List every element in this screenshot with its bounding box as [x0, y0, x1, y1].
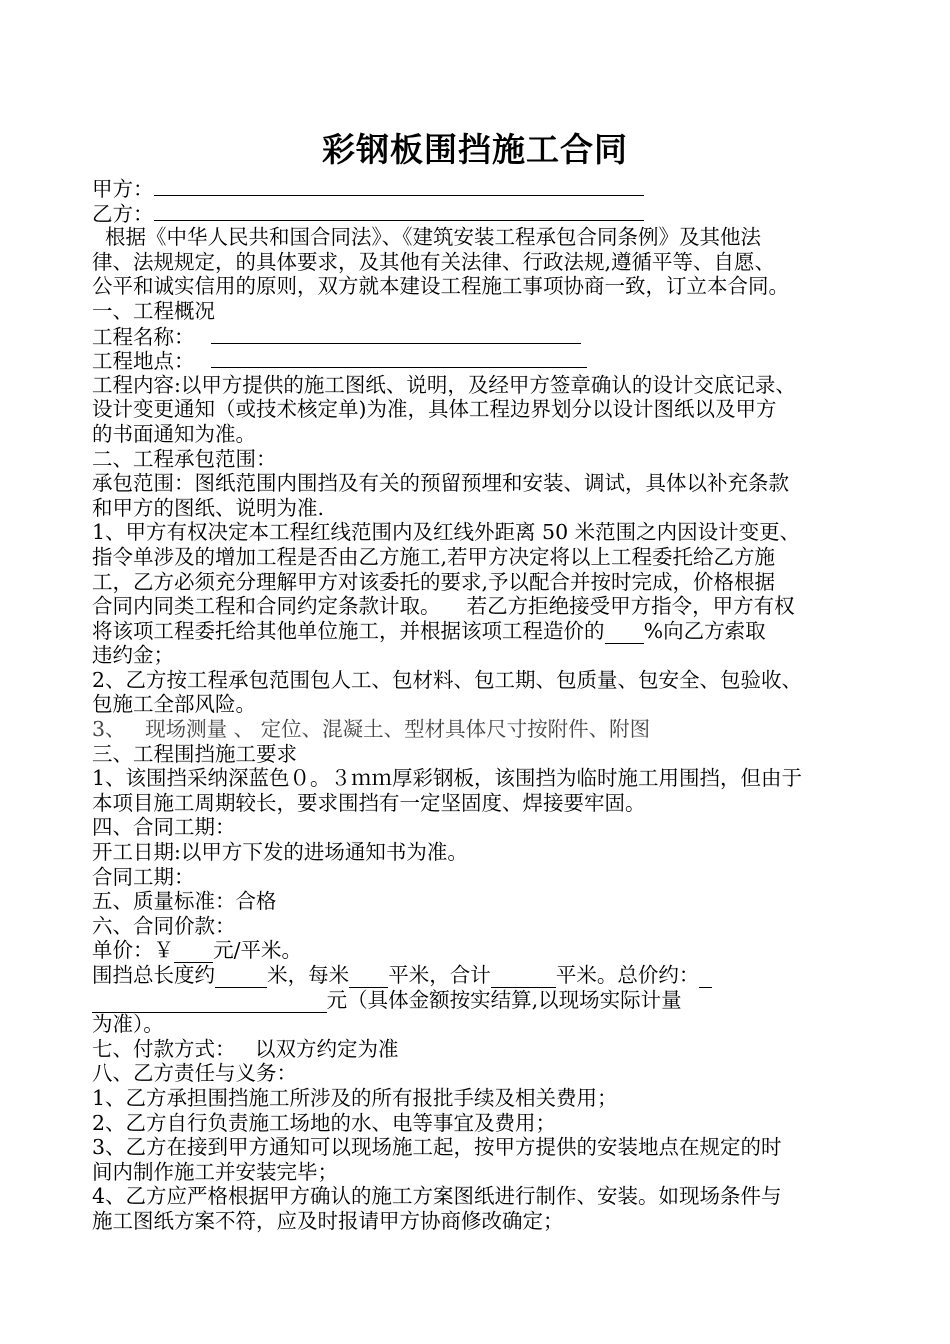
section-7-heading: 七、付款方式： 以双方约定为准: [92, 1036, 399, 1061]
duty-line: 3、乙方在接到甲方通知可以现场施工起，按甲方提供的安装地点在规定的时: [92, 1135, 782, 1160]
content-line: 工程内容:以甲方提供的施工图纸、说明，及经甲方签章确认的设计交底记录、: [92, 372, 796, 397]
scope-penalty-text: %向乙方索取: [643, 618, 766, 643]
party-b-blank: [154, 201, 644, 221]
project-site-blank: [211, 348, 587, 368]
unit-price-line: [92, 938, 882, 963]
total-text: 元（具体金额按实结算,以现场实际计量: [326, 987, 682, 1012]
unit-price-blank: [174, 938, 213, 963]
scope-penalty-line: 违约金；: [92, 643, 174, 668]
content-line: 的书面通知为准。: [92, 421, 256, 446]
total-price-line: 为准）。: [92, 1012, 164, 1037]
section-3-heading: 三、工程围挡施工要求: [92, 741, 297, 766]
scope-line: 承包范围：图纸范围内围挡及有关的预留预埋和安装、调试，具体以补充条款: [92, 471, 789, 496]
party-b-label: 乙方：: [92, 201, 154, 226]
intro-line: 律、法规规定，的具体要求，及其他有关法律、行政法规,遵循平等、自愿、: [92, 249, 776, 274]
content-line: 设计变更通知（或技术核定单)为准，具体工程边界划分以设计图纸以及甲方: [92, 397, 777, 422]
total-text: 平米。总价约：: [555, 963, 700, 987]
section-8-heading: 八、乙方责任与义务：: [92, 1061, 297, 1086]
period-line: 合同工期：: [92, 864, 195, 889]
section-4-heading: 四、合同工期：: [92, 815, 236, 840]
requirement-line: 1、该围挡采纳深蓝色０。３ｍｍ厚彩钢板，该围挡为临时施工用围挡，但由于: [92, 766, 803, 791]
contract-body: [92, 176, 882, 1234]
project-name-label: 工程名称：: [92, 324, 195, 349]
unit-price-label: 单价：￥: [92, 938, 174, 963]
total-text: 平米，合计: [388, 963, 491, 987]
document-title: 彩钢板围挡施工合同: [322, 130, 628, 169]
total-area-blank: [491, 963, 556, 988]
scope-line: 包施工全部风险。: [92, 692, 256, 717]
start-date-line: 开工日期:以甲方下发的进场通知书为准。: [92, 840, 468, 865]
project-site-label: 工程地点：: [92, 349, 195, 374]
per-meter-blank: [349, 963, 388, 988]
scope-line: 2、乙方按工程承包范围包人工、包材料、包工期、包质量、包安全、包验收、: [92, 667, 803, 692]
scope-line: 指令单涉及的增加工程是否由乙方施工,若甲方决定将以上工程委托给乙方施: [92, 544, 776, 569]
total-price-blank: [92, 988, 327, 1013]
section-2-heading: 二、工程承包范围：: [92, 446, 277, 471]
party-b-line: [92, 201, 882, 226]
penalty-percent-blank: [605, 619, 644, 644]
duty-line: 1、乙方承担围挡施工所涉及的所有报批手续及相关费用；: [92, 1085, 618, 1110]
total-price-line: [92, 988, 882, 1013]
total-text: 米，每米: [267, 963, 350, 987]
requirement-line: 本项目施工周期较长，要求围挡有一定坚固度、焊接要牢固。: [92, 790, 646, 815]
total-text: 围挡总长度约: [92, 963, 215, 987]
party-a-label: 甲方：: [92, 177, 154, 201]
total-length-blank: [215, 963, 267, 988]
duty-line: 2、乙方自行负责施工场地的水、电等事宜及费用；: [92, 1110, 557, 1135]
duty-line: 4、乙方应严格根据甲方确认的施工方案图纸进行制作、安装。如现场条件与: [92, 1184, 782, 1209]
project-name-line: [92, 324, 882, 349]
intro-line: 根据《中华人民共和国合同法》、《建筑安装工程承包合同条例》及其他法: [92, 225, 762, 250]
scope-penalty-text: 将该项工程委托给其他单位施工，并根据该项工程造价的: [92, 618, 605, 643]
total-price-blank: [699, 963, 712, 988]
scope-line: 1、甲方有权决定本工程红线范围内及红线外距离 50 米范围之内因设计变更、: [92, 520, 801, 545]
scope-penalty-line: [92, 619, 882, 644]
section-1-heading: 一、工程概况: [92, 298, 215, 323]
total-price-line: [92, 963, 882, 988]
scope-line: 3、 现场测量 、 定位、混凝土、型材具体尺寸按附件、附图: [92, 717, 651, 742]
scope-line: 工，乙方必须充分理解甲方对该委托的要求,予以配合并按时完成，价格根据: [92, 569, 776, 594]
scope-line: 合同内同类工程和合同约定条款计取。 若乙方拒绝接受甲方指令，甲方有权: [92, 594, 795, 619]
section-5-heading: 五、质量标准：合格: [92, 889, 277, 914]
project-site-line: [92, 348, 882, 373]
duty-line: 施工图纸方案不符，应及时报请甲方协商修改确定；: [92, 1208, 564, 1233]
duty-line: 间内制作施工并安装完毕；: [92, 1159, 338, 1184]
intro-line: 公平和诚实信用的原则，双方就本建设工程施工事项协商一致，订立本合同。: [92, 274, 789, 299]
party-a-blank: [154, 176, 644, 196]
section-6-heading: 六、合同价款：: [92, 913, 236, 938]
project-name-blank: [211, 324, 581, 344]
scope-line: 和甲方的图纸、说明为准.: [92, 495, 325, 520]
unit-price-unit: 元/平米。: [213, 938, 303, 963]
party-a-line: [92, 176, 882, 201]
